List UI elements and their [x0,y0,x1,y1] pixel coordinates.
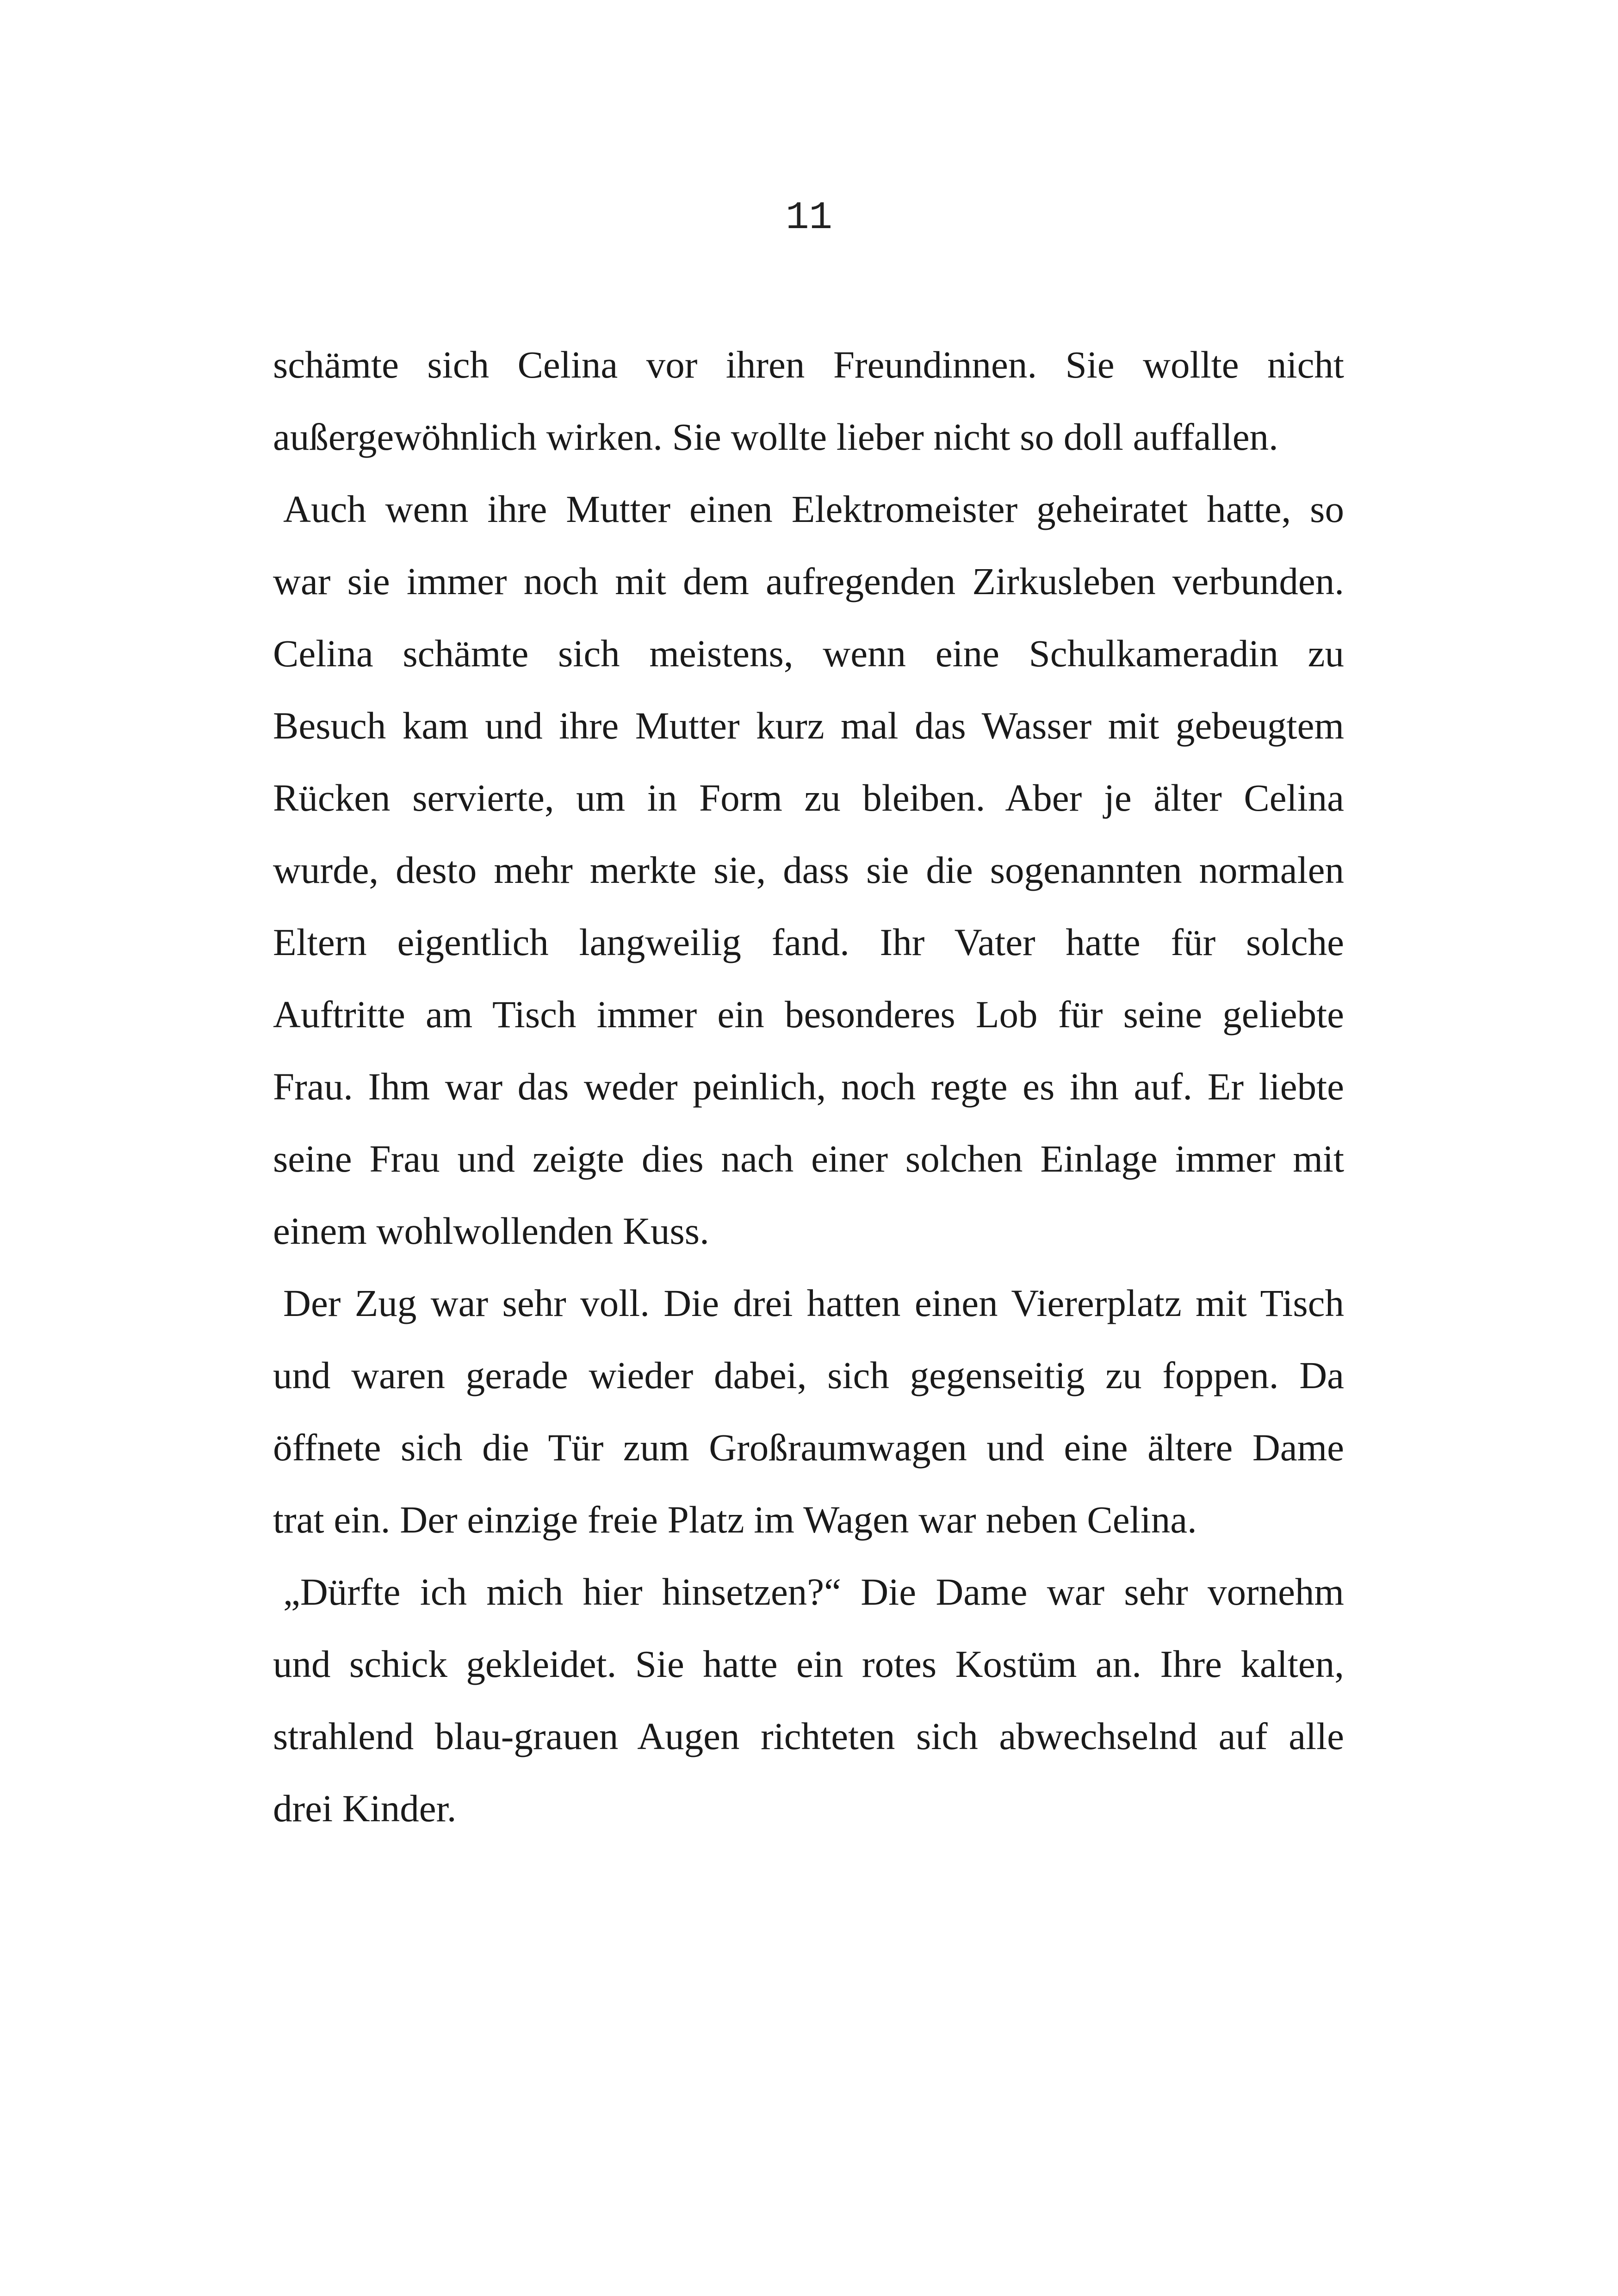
text-line: Eltern eigentlich langweilig fand. Ihr Vater hatte für solche [273,921,1344,963]
text-line: „Dürfte ich mich hier hinsetzen?“ Die Dame war sehr vornehm [283,1570,1344,1613]
text-line: drei Kinder. [273,1787,457,1830]
text-line: und waren gerade wieder dabei, sich gegenseitig zu foppen. Da [273,1354,1344,1396]
text-line: Celina schämte sich meistens, wenn eine Schulkameradin zu [273,632,1344,675]
text-line: Besuch kam und ihre Mutter kurz mal das Wasser mit gebeugtem [273,704,1344,747]
text-line: öffnete sich die Tür zum Großraumwagen und eine ältere Dame [273,1426,1344,1469]
page-number: 11 [786,196,832,240]
text-line: Der Zug war sehr voll. Die drei hatten einen Viererplatz mit Tisch [283,1282,1344,1324]
text-line: und schick gekleidet. Sie hatte ein rotes Kostüm an. Ihre kalten, [273,1643,1344,1685]
text-line: Frau. Ihm war das weder peinlich, noch regte es ihn auf. Er liebte [273,1065,1344,1108]
text-line: Rücken servierte, um in Form zu bleiben. Aber je älter Celina [273,776,1344,819]
text-line: wurde, desto mehr merkte sie, dass sie die sogenannten normalen [273,849,1344,891]
text-line: außergewöhnlich wirken. Sie wollte lieber nicht so doll auffallen. [273,416,1278,458]
text-line: schämte sich Celina vor ihren Freundinnen. Sie wollte nicht [273,343,1344,386]
text-line: Auftritte am Tisch immer ein besonderes Lob für seine geliebte [273,993,1344,1036]
body-text [273,329,1344,1844]
text-line: seine Frau und zeigte dies nach einer solchen Einlage immer mit [273,1137,1344,1180]
text-line: trat ein. Der einzige freie Platz im Wagen war neben Celina. [273,1498,1197,1541]
text-line: strahlend blau-grauen Augen richteten sich abwechselnd auf alle [273,1715,1344,1757]
text-line: war sie immer noch mit dem aufregenden Zirkusleben verbunden. [273,560,1344,602]
text-line: Auch wenn ihre Mutter einen Elektromeister geheiratet hatte, so [283,488,1344,530]
text-line: einem wohlwollenden Kuss. [273,1210,709,1252]
